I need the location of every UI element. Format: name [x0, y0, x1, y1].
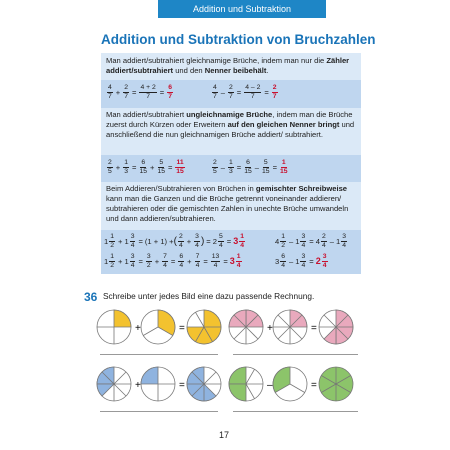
rule-text-1: Man addiert/subtrahiert gleichnamige Brüche, indem man nur die Zähler addiert/subtrahiert und den Nenner beibehält.	[106, 56, 350, 75]
example-3d: 3 $\frac{6}{4}$ – 1 $\frac{3}{4}$ = 2 $\frac{3}{4}$	[275, 253, 327, 269]
example-2b: $\frac{2}{5}$ – $\frac{1}{3}$ = $\frac{6}{15}$ – $\frac{5}{15}$ = $\frac{1}{15}$	[213, 159, 288, 175]
answer-line-4[interactable]	[233, 411, 358, 412]
rule-text-2: Man addiert/subtrahiert ungleichnamige Brüche, indem man die Brüche zuerst durch Kürzen oder Erweitern auf den gleichen Nenner bringt und anschließend die nun gleichnamigen Brüche addiert/ subtrahiert.	[106, 110, 355, 139]
pie-green-2	[273, 367, 307, 401]
pie-pink-3	[319, 310, 353, 344]
plus-sign: +	[135, 380, 141, 391]
example-3b: 4 $\frac{1}{2}$ – 1 $\frac{3}{4}$ = 4 $\frac{2}{4}$ – 1 $\frac{3}{4}$	[275, 233, 346, 249]
answer-line-1[interactable]	[100, 354, 218, 355]
example-3a: 1 $\frac{1}{2}$ + 1 $\frac{3}{4}$ = (1 + 1) + ( $\frac{2}{4}$ + $\frac{3}{4}$ ) = 2 $\frac{5}{4}$ = 3 $\frac{1}{4}$	[104, 233, 244, 249]
equals-sign: =	[179, 380, 185, 391]
pie-blue-3	[187, 367, 221, 401]
pie-green-1	[229, 367, 263, 401]
plus-sign: +	[267, 323, 273, 334]
example-3c: 1 $\frac{1}{2}$ + 1 $\frac{3}{4}$ = $\frac{3}{2}$ + $\frac{7}{4}$ = $\frac{6}{4}$ + $\frac{7}{4}$ = $\frac{13}{4}$ = 3 $\frac{1}{4}$	[104, 253, 241, 269]
task-instruction: Schreibe unter jedes Bild eine dazu passende Rechnung.	[103, 291, 315, 301]
equals-sign: =	[311, 323, 317, 334]
answer-line-2[interactable]	[233, 354, 358, 355]
pie-yellow-2	[141, 310, 175, 344]
page-title: Addition und Subtraktion von Bruchzahlen	[101, 32, 376, 47]
pie-exercises	[96, 302, 364, 422]
pie-blue-1	[97, 367, 131, 401]
rule-panel	[101, 53, 361, 274]
rule-text-3: Beim Addieren/Subtrahieren von Brüchen in gemischter Schreibweise kann man die Ganzen und die Brüche getrennt voneinander addieren/ subtrahieren oder die gemischten Zahlen in unechte Brüche umwandeln und dann addieren/subtrahieren.	[106, 184, 349, 223]
pie-yellow-1	[97, 310, 131, 344]
pie-green-3	[319, 367, 353, 401]
answer-line-3[interactable]	[100, 411, 218, 412]
pie-pink-1	[229, 310, 263, 344]
example-1a: $\frac{4}{7}$ + $\frac{2}{7}$ = $\frac{4 + 2}{7}$ = $\frac{6}{7}$	[108, 84, 172, 100]
pie-pink-2	[273, 310, 307, 344]
minus-sign: –	[267, 380, 273, 391]
task-number: 36	[84, 290, 98, 304]
equals-sign: =	[179, 323, 185, 334]
pie-blue-2	[141, 367, 175, 401]
plus-sign: +	[135, 323, 141, 334]
pie-yellow-3	[187, 310, 221, 344]
section-header-tab: Addition und Subtraktion	[158, 0, 326, 18]
example-2a: $\frac{2}{5}$ + $\frac{1}{3}$ = $\frac{6}{15}$ + $\frac{5}{15}$ = $\frac{11}{15}$	[108, 159, 184, 175]
page-number: 17	[219, 430, 230, 440]
equals-sign: =	[311, 380, 317, 391]
example-1b: $\frac{4}{7}$ – $\frac{2}{7}$ = $\frac{4 - 2}{7}$ = $\frac{2}{7}$	[213, 84, 277, 100]
